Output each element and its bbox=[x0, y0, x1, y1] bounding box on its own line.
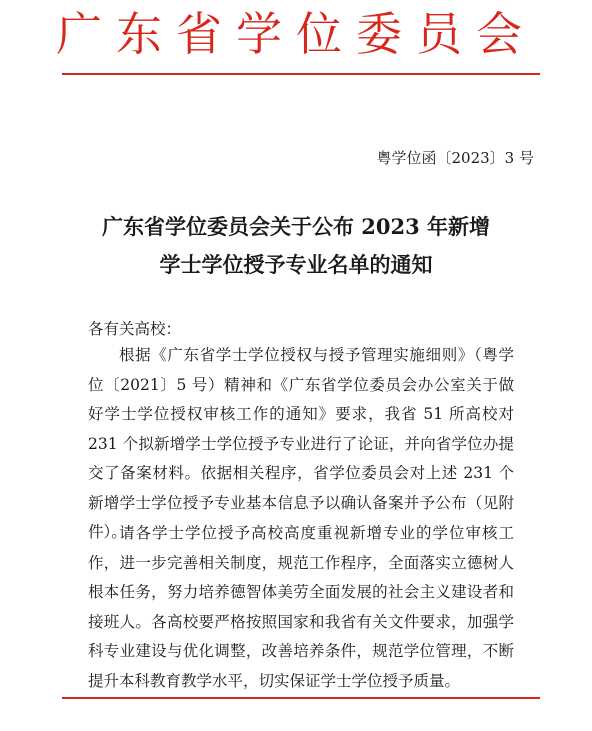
salutation: 各有关高校： bbox=[88, 320, 182, 338]
footer-red-rule bbox=[62, 697, 540, 699]
org-header-title: 广东省学位委员会 bbox=[56, 7, 536, 61]
body-paragraph-2: 请各学士学位授予高校高度重视新增专业的学位审核工作，进一步完善相关制度，规范工作程序，全面落实立德树人根本任务，努力培养德智体美劳全面发展的社会主义建设者和接班人。各高校要严格按照国家和我省有关文件要求，加强学科专业建设与优化调整，改善培养条件，规范学位管理，不断提升本科教育教学水平，切实保证学士学位授予质量。 bbox=[88, 524, 514, 690]
document-title bbox=[0, 208, 592, 284]
document-number: 粤学位函〔2023〕3 号 bbox=[376, 149, 534, 167]
document-title-line-2: 学士学位授予专业名单的通知 bbox=[159, 252, 433, 277]
document-title-line-1: 广东省学位委员会关于公布 2023 年新增 bbox=[101, 214, 491, 239]
header-red-rule bbox=[62, 73, 540, 75]
body-paragraph-1: 根据《广东省学士学位授权与授予管理实施细则》（粤学位〔2021〕5 号）精神和《广东省学位委员会办公室关于做好学士学位授权审核工作的通知》要求，我省 51 所高校对 231 个拟新增学士学位授予专业进行了论证，并向省学位办提交了备案材料。依据相关程序，省学位委员会对上述 231 个新增学士学位授予专业基本信息予以确认备案并予公布（见附件）。 bbox=[88, 346, 514, 541]
